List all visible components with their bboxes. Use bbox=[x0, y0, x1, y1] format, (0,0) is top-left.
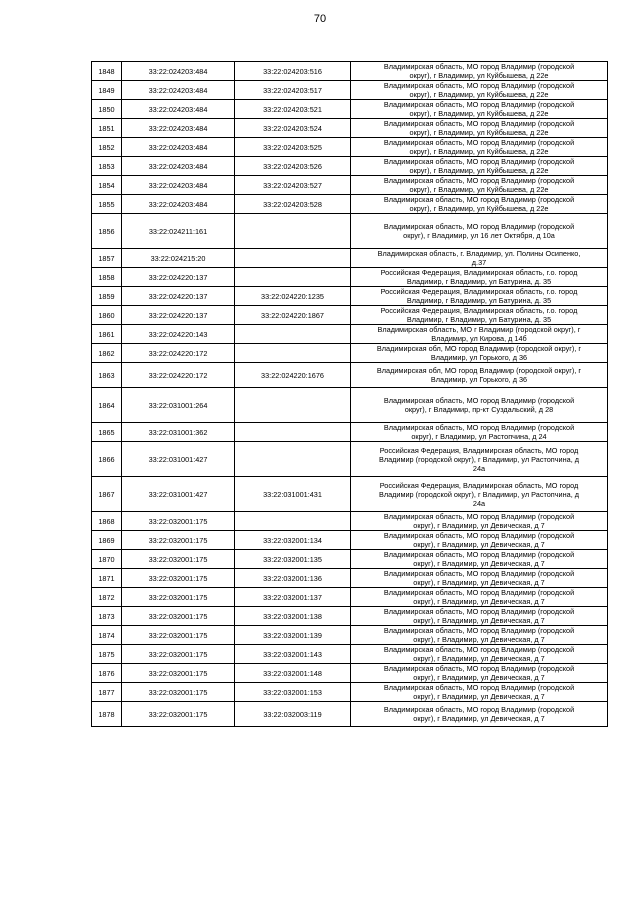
address-line: округ), г Владимир, ул Растопчина, д 24 bbox=[411, 432, 547, 441]
table-row bbox=[92, 100, 608, 119]
address-line: Российская Федерация, Владимирская область, МО город bbox=[379, 445, 579, 455]
address-line: Владимирская область, МО город Владимир (городской bbox=[383, 664, 575, 673]
parcel-cadastral-number: 33:22:032001:175 bbox=[122, 626, 235, 645]
object-cadastral-number bbox=[235, 512, 351, 531]
address-cell bbox=[351, 62, 608, 81]
address-line: Владимир (городской округ), г Владимир, ул Растопчина, д bbox=[378, 454, 580, 464]
address-line: Владимирская область, МО город Владимир (городской bbox=[383, 645, 575, 654]
address-cell bbox=[351, 176, 608, 195]
address-cell bbox=[351, 588, 608, 607]
parcel-cadastral-number: 33:22:024220:143 bbox=[122, 325, 235, 344]
address-line: Владимир (городской округ), г Владимир, ул Растопчина, д bbox=[378, 489, 580, 499]
parcel-cadastral-number: 33:22:024203:484 bbox=[122, 81, 235, 100]
row-number: 1866 bbox=[92, 442, 122, 477]
address-cell bbox=[351, 388, 608, 423]
address-cell bbox=[351, 477, 608, 512]
row-number: 1858 bbox=[92, 268, 122, 287]
address-cell bbox=[351, 664, 608, 683]
parcel-cadastral-number: 33:22:032001:175 bbox=[122, 664, 235, 683]
address-cell bbox=[351, 423, 608, 442]
address-line: округ), г Владимир, ул Девическая, д 7 bbox=[413, 597, 545, 606]
parcel-cadastral-number: 33:22:032001:175 bbox=[122, 607, 235, 626]
object-cadastral-number: 33:22:032001:135 bbox=[235, 550, 351, 569]
parcel-cadastral-number: 33:22:031001:362 bbox=[122, 423, 235, 442]
address-cell bbox=[351, 683, 608, 702]
address-line: округ), г Владимир, ул 16 лет Октября, д 10а bbox=[403, 231, 555, 240]
row-number: 1849 bbox=[92, 81, 122, 100]
address-cell bbox=[351, 325, 608, 344]
object-cadastral-number bbox=[235, 249, 351, 268]
object-cadastral-number bbox=[235, 325, 351, 344]
parcel-cadastral-number: 33:22:031001:427 bbox=[122, 477, 235, 512]
address-line: Владимирская обл, МО город Владимир (городской округ), г bbox=[376, 344, 582, 353]
object-cadastral-number: 33:22:032001:148 bbox=[235, 664, 351, 683]
address-line: Владимирская область, МО город Владимир (городской bbox=[383, 626, 575, 635]
address-line: округ), г Владимир, ул Куйбышева, д 22е bbox=[409, 128, 549, 137]
object-cadastral-number: 33:22:031001:431 bbox=[235, 477, 351, 512]
object-cadastral-number: 33:22:032001:153 bbox=[235, 683, 351, 702]
row-number: 1877 bbox=[92, 683, 122, 702]
row-number: 1855 bbox=[92, 195, 122, 214]
address-line: округ), г Владимир, ул Куйбышева, д 22е bbox=[409, 90, 549, 99]
address-line: Владимирская область, МО город Владимир (городской bbox=[383, 423, 575, 432]
address-line: округ), г Владимир, ул Девическая, д 7 bbox=[413, 714, 545, 723]
address-line: округ), г Владимир, ул Девическая, д 7 bbox=[413, 559, 545, 568]
object-cadastral-number bbox=[235, 344, 351, 363]
address-cell bbox=[351, 119, 608, 138]
address-line: округ), г Владимир, ул Куйбышева, д 22е bbox=[409, 204, 549, 213]
address-line: округ), г Владимир, ул Куйбышева, д 22е bbox=[409, 71, 549, 80]
object-cadastral-number: 33:22:024203:527 bbox=[235, 176, 351, 195]
address-line: Владимир, ул Кирова, д 14б bbox=[431, 334, 527, 343]
table-row bbox=[92, 388, 608, 423]
address-cell bbox=[351, 702, 608, 727]
row-number: 1869 bbox=[92, 531, 122, 550]
object-cadastral-number bbox=[235, 214, 351, 249]
row-number: 1878 bbox=[92, 702, 122, 727]
table-row bbox=[92, 176, 608, 195]
row-number: 1867 bbox=[92, 477, 122, 512]
row-number: 1862 bbox=[92, 344, 122, 363]
parcel-cadastral-number: 33:22:024203:484 bbox=[122, 138, 235, 157]
row-number: 1851 bbox=[92, 119, 122, 138]
page-number: 70 bbox=[313, 13, 327, 25]
row-number: 1860 bbox=[92, 306, 122, 325]
address-line: округ), г Владимир, пр-кт Суздальский, д 28 bbox=[404, 405, 554, 414]
address-line: Владимирская область, МО город Владимир (городской bbox=[383, 62, 575, 71]
row-number: 1872 bbox=[92, 588, 122, 607]
table-row bbox=[92, 119, 608, 138]
table-row bbox=[92, 531, 608, 550]
table-row bbox=[92, 157, 608, 176]
object-cadastral-number: 33:22:024220:1676 bbox=[235, 363, 351, 388]
row-number: 1861 bbox=[92, 325, 122, 344]
table-row bbox=[92, 550, 608, 569]
address-cell bbox=[351, 550, 608, 569]
table-row bbox=[92, 702, 608, 727]
row-number: 1859 bbox=[92, 287, 122, 306]
parcel-cadastral-number: 33:22:024211:161 bbox=[122, 214, 235, 249]
object-cadastral-number bbox=[235, 442, 351, 477]
row-number: 1874 bbox=[92, 626, 122, 645]
row-number: 1856 bbox=[92, 214, 122, 249]
parcel-cadastral-number: 33:22:024203:484 bbox=[122, 119, 235, 138]
address-line: Владимирская область, МО город Владимир (городской bbox=[383, 176, 575, 185]
address-line: д.37 bbox=[471, 258, 487, 267]
row-number: 1863 bbox=[92, 363, 122, 388]
row-number: 1865 bbox=[92, 423, 122, 442]
row-number: 1875 bbox=[92, 645, 122, 664]
object-cadastral-number: 33:22:024203:517 bbox=[235, 81, 351, 100]
address-cell bbox=[351, 138, 608, 157]
address-line: округ), г Владимир, ул Девическая, д 7 bbox=[413, 654, 545, 663]
parcel-cadastral-number: 33:22:024220:172 bbox=[122, 363, 235, 388]
parcel-cadastral-number: 33:22:031001:427 bbox=[122, 442, 235, 477]
address-line: Владимир, ул Горького, д 36 bbox=[430, 353, 528, 362]
parcel-cadastral-number: 33:22:032001:175 bbox=[122, 645, 235, 664]
address-cell bbox=[351, 81, 608, 100]
row-number: 1871 bbox=[92, 569, 122, 588]
registry-table bbox=[91, 61, 608, 727]
address-line: Владимирская область, г. Владимир, ул. Полины Осипенко, bbox=[377, 249, 581, 258]
object-cadastral-number: 33:22:032003:119 bbox=[235, 702, 351, 727]
address-line: 24а bbox=[472, 463, 486, 473]
address-line: Владимирская область, МО г Владимир (городской округ), г bbox=[377, 325, 581, 334]
parcel-cadastral-number: 33:22:024220:137 bbox=[122, 268, 235, 287]
parcel-cadastral-number: 33:22:032001:175 bbox=[122, 702, 235, 727]
address-line: Владимирская область, МО город Владимир (городской bbox=[383, 531, 575, 540]
address-line: округ), г Владимир, ул Девическая, д 7 bbox=[413, 540, 545, 549]
row-number: 1850 bbox=[92, 100, 122, 119]
address-cell bbox=[351, 442, 608, 477]
table-row bbox=[92, 81, 608, 100]
row-number: 1857 bbox=[92, 249, 122, 268]
address-line: Владимирская область, МО город Владимир (городской bbox=[383, 588, 575, 597]
parcel-cadastral-number: 33:22:032001:175 bbox=[122, 588, 235, 607]
row-number: 1870 bbox=[92, 550, 122, 569]
address-cell bbox=[351, 306, 608, 325]
object-cadastral-number: 33:22:032001:136 bbox=[235, 569, 351, 588]
address-cell bbox=[351, 195, 608, 214]
address-line: Владимир, ул Горького, д 36 bbox=[430, 375, 528, 384]
row-number: 1864 bbox=[92, 388, 122, 423]
parcel-cadastral-number: 33:22:032001:175 bbox=[122, 550, 235, 569]
address-cell bbox=[351, 645, 608, 664]
object-cadastral-number: 33:22:024203:516 bbox=[235, 62, 351, 81]
parcel-cadastral-number: 33:22:024203:484 bbox=[122, 195, 235, 214]
parcel-cadastral-number: 33:22:032001:175 bbox=[122, 569, 235, 588]
table-row bbox=[92, 363, 608, 388]
address-line: округ), г Владимир, ул Куйбышева, д 22е bbox=[409, 166, 549, 175]
address-line: округ), г Владимир, ул Девическая, д 7 bbox=[413, 673, 545, 682]
object-cadastral-number: 33:22:024203:526 bbox=[235, 157, 351, 176]
address-line: Российская Федерация, Владимирская область, г.о. город bbox=[380, 306, 578, 315]
address-cell bbox=[351, 626, 608, 645]
table-row bbox=[92, 664, 608, 683]
address-line: округ), г Владимир, ул Девическая, д 7 bbox=[413, 635, 545, 644]
address-line: Владимирская область, МО город Владимир (городской bbox=[383, 396, 575, 405]
object-cadastral-number: 33:22:032001:143 bbox=[235, 645, 351, 664]
address-line: Российская Федерация, Владимирская область, г.о. город bbox=[380, 287, 578, 296]
address-line: округ), г Владимир, ул Куйбышева, д 22е bbox=[409, 185, 549, 194]
address-line: Владимирская область, МО город Владимир (городской bbox=[383, 138, 575, 147]
address-line: Российская Федерация, Владимирская область, г.о. город bbox=[380, 268, 578, 277]
address-line: Владимирская область, МО город Владимир (городской bbox=[383, 157, 575, 166]
row-number: 1853 bbox=[92, 157, 122, 176]
table-row bbox=[92, 138, 608, 157]
table-row bbox=[92, 62, 608, 81]
row-number: 1876 bbox=[92, 664, 122, 683]
parcel-cadastral-number: 33:22:024203:484 bbox=[122, 157, 235, 176]
address-line: Владимир, г Владимир, ул Батурина, д. 35 bbox=[406, 277, 552, 286]
address-line: Владимир, г Владимир, ул Батурина, д. 35 bbox=[406, 315, 552, 324]
address-line: округ), г Владимир, ул Девическая, д 7 bbox=[413, 692, 545, 701]
object-cadastral-number: 33:22:032001:139 bbox=[235, 626, 351, 645]
row-number: 1852 bbox=[92, 138, 122, 157]
table-row bbox=[92, 287, 608, 306]
address-line: Российская Федерация, Владимирская область, МО город bbox=[379, 480, 579, 490]
address-line: округ), г Владимир, ул Девическая, д 7 bbox=[413, 578, 545, 587]
object-cadastral-number: 33:22:032001:134 bbox=[235, 531, 351, 550]
address-line: Владимирская область, МО город Владимир (городской bbox=[383, 550, 575, 559]
parcel-cadastral-number: 33:22:024220:137 bbox=[122, 306, 235, 325]
address-cell bbox=[351, 607, 608, 626]
object-cadastral-number: 33:22:024203:521 bbox=[235, 100, 351, 119]
address-cell bbox=[351, 344, 608, 363]
object-cadastral-number: 33:22:032001:137 bbox=[235, 588, 351, 607]
address-line: Владимирская область, МО город Владимир (городской bbox=[383, 195, 575, 204]
object-cadastral-number bbox=[235, 388, 351, 423]
parcel-cadastral-number: 33:22:031001:264 bbox=[122, 388, 235, 423]
address-line: Владимирская область, МО город Владимир (городской bbox=[383, 512, 575, 521]
object-cadastral-number: 33:22:024203:528 bbox=[235, 195, 351, 214]
parcel-cadastral-number: 33:22:024220:172 bbox=[122, 344, 235, 363]
table-row bbox=[92, 588, 608, 607]
address-line: Владимирская область, МО город Владимир (городской bbox=[383, 607, 575, 616]
table-row bbox=[92, 569, 608, 588]
parcel-cadastral-number: 33:22:024203:484 bbox=[122, 176, 235, 195]
parcel-cadastral-number: 33:22:024215:20 bbox=[122, 249, 235, 268]
table-row bbox=[92, 249, 608, 268]
address-cell bbox=[351, 363, 608, 388]
table-row bbox=[92, 442, 608, 477]
address-cell bbox=[351, 531, 608, 550]
address-line: Владимир, г Владимир, ул Батурина, д. 35 bbox=[406, 296, 552, 305]
parcel-cadastral-number: 33:22:032001:175 bbox=[122, 683, 235, 702]
row-number: 1868 bbox=[92, 512, 122, 531]
address-line: округ), г Владимир, ул Девическая, д 7 bbox=[413, 616, 545, 625]
object-cadastral-number: 33:22:032001:138 bbox=[235, 607, 351, 626]
address-line: округ), г Владимир, ул Куйбышева, д 22е bbox=[409, 147, 549, 156]
object-cadastral-number: 33:22:024203:525 bbox=[235, 138, 351, 157]
address-line: Владимирская область, МО город Владимир (городской bbox=[383, 119, 575, 128]
address-line: Владимирская область, МО город Владимир (городской bbox=[383, 683, 575, 692]
address-cell bbox=[351, 268, 608, 287]
table-row bbox=[92, 195, 608, 214]
table-row bbox=[92, 306, 608, 325]
table-row bbox=[92, 512, 608, 531]
parcel-cadastral-number: 33:22:032001:175 bbox=[122, 512, 235, 531]
address-line: Владимирская область, МО город Владимир (городской bbox=[383, 222, 575, 231]
address-line: округ), г Владимир, ул Куйбышева, д 22е bbox=[409, 109, 549, 118]
table-row bbox=[92, 214, 608, 249]
address-cell bbox=[351, 214, 608, 249]
address-line: Владимирская обл, МО город Владимир (городской округ), г bbox=[376, 366, 582, 375]
parcel-cadastral-number: 33:22:032001:175 bbox=[122, 531, 235, 550]
parcel-cadastral-number: 33:22:024203:484 bbox=[122, 100, 235, 119]
address-line: округ), г Владимир, ул Девическая, д 7 bbox=[413, 521, 545, 530]
table-row bbox=[92, 325, 608, 344]
address-cell bbox=[351, 569, 608, 588]
table-row bbox=[92, 477, 608, 512]
address-line: Владимирская область, МО город Владимир (городской bbox=[383, 705, 575, 714]
object-cadastral-number bbox=[235, 423, 351, 442]
address-cell bbox=[351, 249, 608, 268]
address-line: Владимирская область, МО город Владимир (городской bbox=[383, 81, 575, 90]
address-cell bbox=[351, 157, 608, 176]
registry-rows bbox=[92, 62, 608, 727]
address-cell bbox=[351, 100, 608, 119]
table-row bbox=[92, 268, 608, 287]
address-cell bbox=[351, 287, 608, 306]
address-line: Владимирская область, МО город Владимир (городской bbox=[383, 569, 575, 578]
row-number: 1854 bbox=[92, 176, 122, 195]
table-row bbox=[92, 645, 608, 664]
address-line: Владимирская область, МО город Владимир (городской bbox=[383, 100, 575, 109]
table-row bbox=[92, 607, 608, 626]
parcel-cadastral-number: 33:22:024220:137 bbox=[122, 287, 235, 306]
table-row bbox=[92, 626, 608, 645]
object-cadastral-number bbox=[235, 268, 351, 287]
row-number: 1848 bbox=[92, 62, 122, 81]
object-cadastral-number: 33:22:024203:524 bbox=[235, 119, 351, 138]
object-cadastral-number: 33:22:024220:1235 bbox=[235, 287, 351, 306]
address-line: 24а bbox=[472, 498, 486, 508]
address-cell bbox=[351, 512, 608, 531]
table-row bbox=[92, 344, 608, 363]
object-cadastral-number: 33:22:024220:1867 bbox=[235, 306, 351, 325]
parcel-cadastral-number: 33:22:024203:484 bbox=[122, 62, 235, 81]
table-row bbox=[92, 683, 608, 702]
table-row bbox=[92, 423, 608, 442]
row-number: 1873 bbox=[92, 607, 122, 626]
